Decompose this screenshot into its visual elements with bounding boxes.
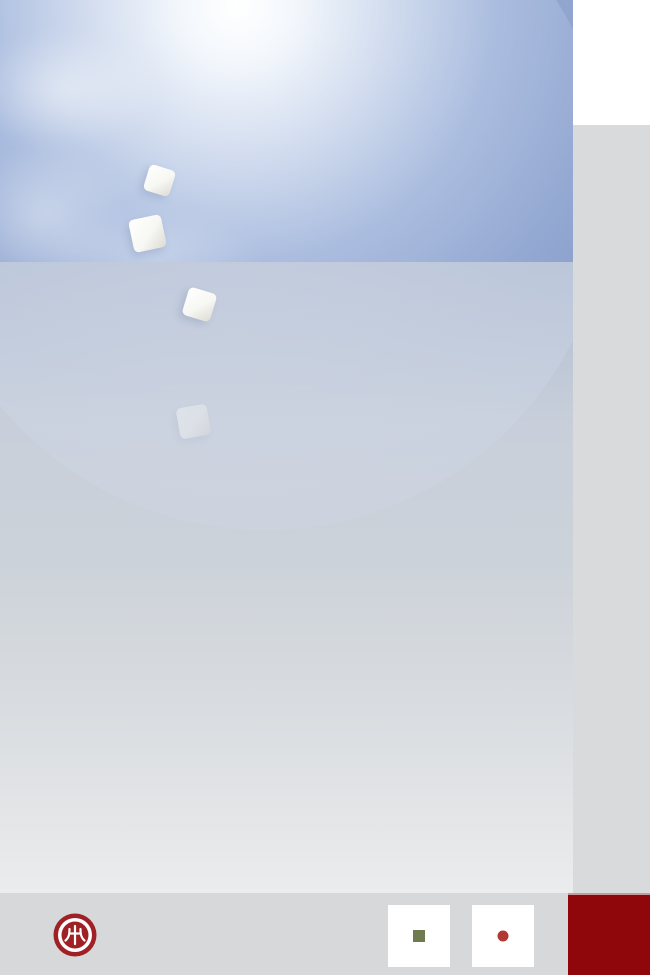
guanghua-logotype [104, 910, 254, 913]
cube-graphic [128, 214, 167, 253]
website-line [240, 919, 246, 934]
hero-background [0, 0, 573, 262]
strip-white-top [573, 0, 650, 125]
speaker-intro-section [57, 721, 494, 728]
school-motto [573, 175, 650, 191]
qr-code-weibo [472, 905, 534, 967]
organizer-block [240, 915, 246, 948]
footer [0, 893, 573, 975]
qr-center-logo [411, 928, 427, 944]
cube-graphic [176, 404, 212, 440]
event-info [57, 397, 105, 398]
title-background [0, 262, 573, 560]
globe-sphere-ghost [0, 262, 573, 530]
right-side-strip [573, 0, 650, 975]
pku-seal-icon [53, 913, 97, 957]
qr-code-website [388, 905, 450, 967]
lecture-intro-section [57, 557, 494, 564]
weibo-line [240, 934, 246, 949]
qr-center-logo [496, 929, 511, 944]
red-corner-block [568, 893, 650, 975]
